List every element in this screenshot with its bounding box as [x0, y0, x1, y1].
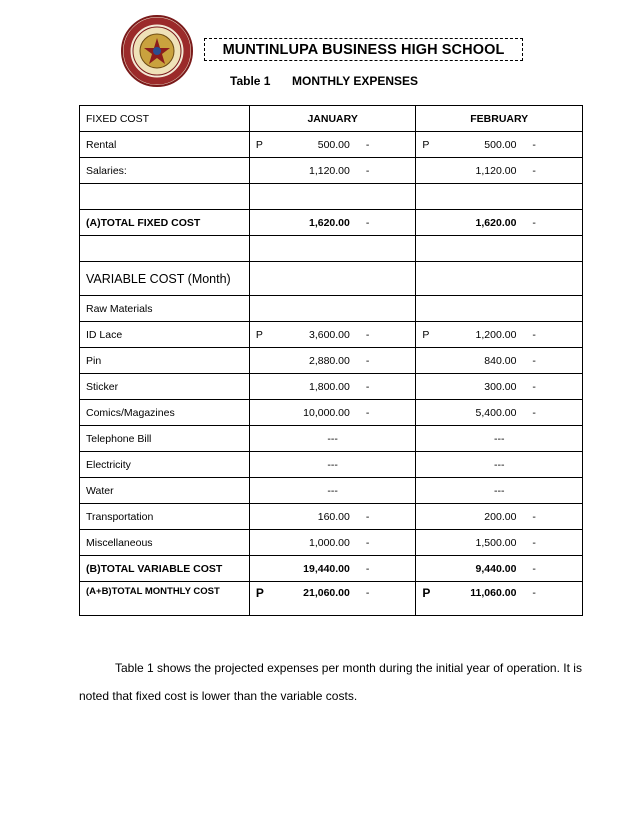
january-amount: 2,880.00: [308, 354, 350, 367]
february-amount: 500.00: [484, 138, 517, 151]
january-cell: [249, 504, 416, 530]
cents-dash: -: [365, 328, 370, 341]
january-cell: [249, 374, 416, 400]
table-row: [80, 348, 583, 374]
january-amount: 21,060.00: [303, 587, 350, 599]
table-row: [80, 530, 583, 556]
february-cell: [416, 400, 583, 426]
february-amount: ---: [416, 478, 583, 504]
february-amount: 840.00: [484, 354, 517, 367]
january-amount: 1,120.00: [308, 164, 350, 177]
peso-sign: P: [422, 328, 430, 341]
january-cell: [249, 132, 416, 158]
school-seal-logo: [120, 14, 194, 88]
cents-dash: -: [365, 138, 370, 151]
row-label: ID Lace: [80, 322, 250, 348]
january-cell: [249, 582, 416, 616]
table-row: [80, 158, 583, 184]
row-label: Sticker: [80, 374, 250, 400]
january-cell: [249, 556, 416, 582]
february-cell: [416, 322, 583, 348]
cents-dash: -: [365, 406, 370, 419]
cents-dash: -: [532, 536, 536, 549]
february-amount: 200.00: [484, 510, 517, 523]
peso-sign: P: [255, 138, 263, 151]
cents-dash: -: [365, 510, 370, 523]
february-cell: [416, 530, 583, 556]
january-amount: 1,800.00: [308, 380, 350, 393]
table-title: MONTHLY EXPENSES: [292, 74, 419, 88]
february-cell: [416, 210, 583, 236]
cents-dash: -: [532, 587, 536, 599]
cents-dash: -: [365, 587, 370, 599]
january-cell: [249, 322, 416, 348]
peso-sign: P: [422, 138, 430, 151]
february-amount: 1,500.00: [475, 536, 517, 549]
school-name: MUNTINLUPA BUSINESS HIGH SCHOOL: [222, 41, 505, 58]
peso-sign: P: [422, 586, 431, 600]
january-amount: 1,620.00: [308, 216, 350, 229]
row-label: (A+B)TOTAL MONTHLY COST: [80, 582, 250, 616]
february-amount: 11,060.00: [470, 587, 517, 599]
table-row: [80, 322, 583, 348]
row-label: Miscellaneous: [80, 530, 250, 556]
row-label: Comics/Magazines: [80, 400, 250, 426]
empty-row: [80, 184, 583, 210]
february-cell: [416, 504, 583, 530]
february-amount: 300.00: [484, 380, 517, 393]
cents-dash: -: [365, 216, 370, 229]
cents-dash: -: [532, 562, 536, 575]
table-row-total-variable: [80, 556, 583, 582]
january-amount: 3,600.00: [308, 328, 350, 341]
february-cell: [416, 158, 583, 184]
cents-dash: -: [365, 354, 370, 367]
cents-dash: -: [532, 510, 536, 523]
february-cell: [416, 582, 583, 616]
january-header: JANUARY: [249, 106, 416, 132]
cents-dash: -: [365, 164, 370, 177]
table-row: [80, 504, 583, 530]
variable-cost-header: VARIABLE COST (Month): [80, 262, 250, 296]
february-amount: 5,400.00: [475, 406, 517, 419]
school-name-banner: [204, 38, 523, 61]
row-label: Salaries:: [80, 158, 250, 184]
row-label: (A)TOTAL FIXED COST: [80, 210, 250, 236]
table-row: [80, 400, 583, 426]
cents-dash: -: [365, 380, 370, 393]
february-amount: ---: [416, 452, 583, 478]
january-cell: [249, 530, 416, 556]
cents-dash: -: [365, 562, 370, 575]
table-row: [80, 296, 583, 322]
cents-dash: -: [532, 164, 536, 177]
row-label: Water: [80, 478, 250, 504]
fixed-cost-header: FIXED COST: [80, 106, 250, 132]
january-cell: [249, 400, 416, 426]
february-header: FEBRUARY: [416, 106, 583, 132]
january-amount: 10,000.00: [303, 406, 350, 419]
cents-dash: -: [532, 354, 536, 367]
february-amount: ---: [416, 426, 583, 452]
january-amount: ---: [249, 478, 416, 504]
peso-sign: P: [255, 328, 263, 341]
february-cell: [416, 556, 583, 582]
table-row-total-monthly: [80, 582, 583, 616]
table-row: [80, 426, 583, 452]
peso-sign: P: [255, 586, 264, 600]
cents-dash: -: [532, 138, 536, 151]
row-label: (B)TOTAL VARIABLE COST: [80, 556, 250, 582]
february-amount: 9,440.00: [475, 562, 517, 575]
empty-row: [80, 236, 583, 262]
row-label: Transportation: [80, 504, 250, 530]
january-amount: 160.00: [317, 510, 350, 523]
january-cell: [249, 158, 416, 184]
january-cell: [249, 210, 416, 236]
variable-cost-header-row: [80, 262, 583, 296]
table-row: [80, 452, 583, 478]
row-label: Telephone Bill: [80, 426, 250, 452]
cents-dash: -: [532, 406, 536, 419]
cents-dash: -: [532, 380, 536, 393]
january-amount: ---: [249, 426, 416, 452]
table-header-row: [80, 106, 583, 132]
cents-dash: -: [365, 536, 370, 549]
row-label: Raw Materials: [80, 296, 250, 322]
january-amount: 1,000.00: [308, 536, 350, 549]
row-label: Rental: [80, 132, 250, 158]
monthly-expenses-table: [79, 105, 583, 616]
row-label: Pin: [80, 348, 250, 374]
table-row-total-fixed: [80, 210, 583, 236]
january-cell: [249, 348, 416, 374]
table-row: [80, 478, 583, 504]
february-cell: [416, 132, 583, 158]
february-amount: 1,120.00: [475, 164, 517, 177]
table-row: [80, 374, 583, 400]
january-amount: 19,440.00: [303, 562, 350, 575]
cents-dash: -: [532, 328, 536, 341]
table-number: Table 1: [230, 74, 271, 88]
row-label: Electricity: [80, 452, 250, 478]
february-cell: [416, 348, 583, 374]
cents-dash: -: [532, 216, 536, 229]
description-paragraph: Table 1 shows the projected expenses per month during the initial year of operation. It is noted that fixed cost is lower than the variable costs.: [79, 661, 582, 703]
january-amount: ---: [249, 452, 416, 478]
february-amount: 1,200.00: [475, 328, 517, 341]
february-cell: [416, 374, 583, 400]
january-amount: 500.00: [317, 138, 350, 151]
table-row: [80, 132, 583, 158]
february-amount: 1,620.00: [475, 216, 517, 229]
